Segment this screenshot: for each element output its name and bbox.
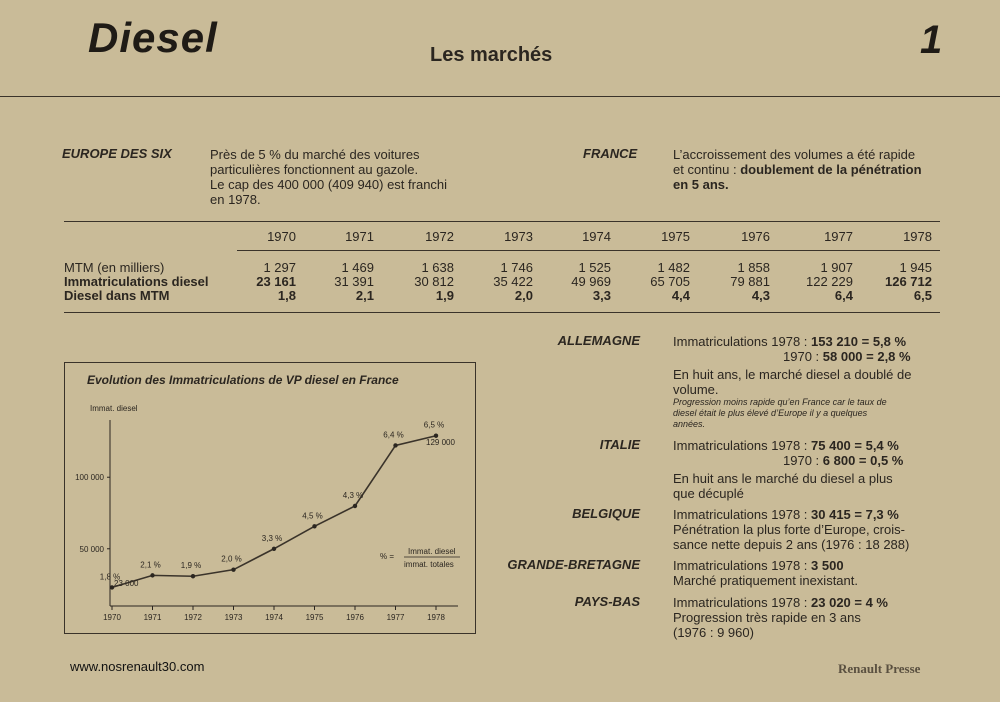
table-cell: 1,8 bbox=[277, 288, 296, 303]
europe-line: Le cap des 400 000 (409 940) est franchi bbox=[210, 177, 448, 192]
table-cell: 79 881 bbox=[730, 274, 770, 289]
gb-block bbox=[673, 558, 953, 588]
table-bottom-rule bbox=[64, 312, 940, 313]
data-point bbox=[393, 443, 397, 447]
brand-label: Renault Presse bbox=[838, 661, 921, 676]
website-url: www.nosrenault30.com bbox=[70, 659, 205, 674]
table-cell: 2,0 bbox=[514, 288, 533, 303]
data-point bbox=[353, 504, 357, 508]
table-cell: 30 812 bbox=[414, 274, 454, 289]
table-cell: 1 907 bbox=[820, 260, 853, 275]
year-header: 1974 bbox=[582, 229, 611, 244]
data-point bbox=[272, 547, 276, 551]
row-label: Immatriculations diesel bbox=[64, 274, 209, 289]
x-tick-label: 1974 bbox=[265, 613, 283, 622]
allemagne-block bbox=[673, 334, 953, 430]
allemagne-note: diesel était le plus élevé d’Europe il y a quelques bbox=[673, 408, 868, 418]
year-header: 1973 bbox=[504, 229, 533, 244]
year-header: 1976 bbox=[741, 229, 770, 244]
y-tick-label: 50 000 bbox=[79, 544, 104, 554]
italie-block bbox=[673, 438, 953, 501]
table-cell: 49 969 bbox=[571, 274, 611, 289]
italie-line-pre: 1970 : bbox=[783, 453, 823, 468]
france-line-bold: doublement de la pénétration bbox=[740, 162, 922, 177]
belgique-block bbox=[673, 507, 963, 552]
paysbas-line-pre: Immatriculations 1978 : bbox=[673, 595, 812, 610]
x-tick-label: 1977 bbox=[386, 613, 405, 622]
country-label-belgique: BELGIQUE bbox=[572, 506, 640, 521]
table-top-rule bbox=[64, 221, 940, 222]
chart-title: Evolution des Immatriculations de VP diesel en France bbox=[87, 373, 399, 387]
allemagne-note: Progression moins rapide qu’en France car le taux de bbox=[673, 397, 887, 407]
europe-line: particulières fonctionnent au gazole. bbox=[210, 162, 419, 177]
table-cell: 65 705 bbox=[650, 274, 690, 289]
x-tick-label: 1971 bbox=[143, 613, 162, 622]
point-label: 2,0 % bbox=[221, 554, 242, 564]
data-point bbox=[150, 573, 154, 577]
table-cell: 2,1 bbox=[355, 288, 374, 303]
country-label-allemagne: ALLEMAGNE bbox=[557, 333, 640, 348]
point-label: 3,3 % bbox=[261, 533, 283, 543]
header-divider bbox=[0, 96, 1000, 97]
year-header: 1977 bbox=[824, 229, 853, 244]
year-header: 1975 bbox=[661, 229, 690, 244]
italie-text: En huit ans le marché du diesel a plus bbox=[673, 471, 893, 486]
gb-line-value: 3 500 bbox=[811, 558, 844, 573]
country-label-pays-bas: PAYS-BAS bbox=[574, 594, 640, 609]
table-cell: 6,5 bbox=[913, 288, 932, 303]
legend-denominator: immat. totales bbox=[404, 560, 454, 569]
paysbas-line bbox=[673, 595, 953, 610]
allemagne-note: années. bbox=[673, 419, 706, 429]
table-cell: 3,3 bbox=[592, 288, 611, 303]
point-label: 6,5 % bbox=[423, 420, 445, 430]
italie-line-pre: Immatriculations 1978 : bbox=[673, 438, 812, 453]
point-label: 1,8 % bbox=[99, 572, 121, 582]
start-value-annotation: 23 000 bbox=[114, 579, 139, 588]
gb-line-pre: Immatriculations 1978 : bbox=[673, 558, 812, 573]
europe-line: en 1978. bbox=[210, 192, 261, 207]
legend-numerator: Immat. diesel bbox=[408, 547, 456, 556]
gb-text: Marché pratiquement inexistant. bbox=[673, 573, 858, 588]
europe-line: Près de 5 % du marché des voitures bbox=[210, 147, 420, 162]
table-cell: 1 945 bbox=[899, 260, 932, 275]
year-header: 1971 bbox=[345, 229, 374, 244]
document-title: Diesel bbox=[88, 14, 218, 61]
document-subtitle: Les marchés bbox=[430, 44, 553, 66]
legend-prefix: % = bbox=[380, 552, 395, 561]
table-cell: 1 482 bbox=[657, 260, 690, 275]
allemagne-line bbox=[673, 334, 953, 349]
belgique-line-value: 30 415 = 7,3 % bbox=[811, 507, 899, 522]
italie-line-value: 6 800 = 0,5 % bbox=[822, 453, 904, 468]
data-point bbox=[191, 574, 195, 578]
point-label: 1,9 % bbox=[180, 561, 202, 571]
belgique-line bbox=[673, 507, 963, 522]
table-cell: 6,4 bbox=[834, 288, 853, 303]
allemagne-text: En huit ans, le marché diesel a doublé de bbox=[673, 367, 912, 382]
paysbas-block bbox=[673, 595, 953, 640]
table-cell: 35 422 bbox=[493, 274, 533, 289]
table-cell: 1 525 bbox=[578, 260, 611, 275]
x-tick-label: 1973 bbox=[224, 613, 243, 622]
france-line-normal: et continu : bbox=[673, 162, 741, 177]
row-label: MTM (en milliers) bbox=[64, 260, 165, 275]
france-line bbox=[673, 162, 922, 177]
x-tick-label: 1978 bbox=[427, 613, 445, 622]
table-cell: 1 746 bbox=[500, 260, 533, 275]
page-number: 1 bbox=[920, 18, 943, 62]
italie-text: que décuplé bbox=[673, 486, 744, 501]
end-value-annotation: 129 000 bbox=[426, 438, 455, 447]
belgique-line-pre: Immatriculations 1978 : bbox=[673, 507, 812, 522]
table-cell: 23 161 bbox=[256, 274, 296, 289]
country-label-italie: ITALIE bbox=[599, 437, 640, 452]
allemagne-line-pre: Immatriculations 1978 : bbox=[673, 334, 812, 349]
allemagne-text: volume. bbox=[673, 382, 719, 397]
year-header: 1972 bbox=[425, 229, 454, 244]
year-header: 1978 bbox=[903, 229, 932, 244]
europe-text bbox=[210, 147, 447, 207]
table-cell: 31 391 bbox=[334, 274, 374, 289]
point-label: 4,3 % bbox=[342, 490, 364, 500]
france-line: L’accroissement des volumes a été rapide bbox=[673, 147, 916, 162]
table-cell: 1,9 bbox=[435, 288, 454, 303]
data-point bbox=[231, 567, 235, 571]
paysbas-text: (1976 : 9 960) bbox=[673, 625, 754, 640]
allemagne-line-value: 58 000 = 2,8 % bbox=[822, 349, 911, 364]
allemagne-line-pre: 1970 : bbox=[783, 349, 823, 364]
table-cell: 1 469 bbox=[341, 260, 374, 275]
x-tick-label: 1975 bbox=[305, 613, 324, 622]
allemagne-line bbox=[673, 349, 953, 364]
data-point bbox=[312, 524, 316, 528]
year-header: 1970 bbox=[267, 229, 296, 244]
y-tick-label: 100 000 bbox=[75, 473, 104, 483]
table-cell: 1 297 bbox=[263, 260, 296, 275]
point-label: 6,4 % bbox=[383, 430, 404, 440]
belgique-text: Pénétration la plus forte d’Europe, crois- bbox=[673, 522, 905, 537]
point-label: 4,5 % bbox=[302, 511, 323, 521]
table-header-rule bbox=[237, 250, 940, 251]
x-tick-label: 1976 bbox=[346, 613, 364, 622]
italie-line-value: 75 400 = 5,4 % bbox=[811, 438, 899, 453]
belgique-text: sance nette depuis 2 ans (1976 : 18 288) bbox=[673, 537, 910, 552]
paysbas-text: Progression très rapide en 3 ans bbox=[673, 610, 861, 625]
france-label: FRANCE bbox=[583, 146, 638, 161]
france-text bbox=[673, 147, 922, 192]
table-cell: 122 229 bbox=[806, 274, 853, 289]
table-cell: 1 638 bbox=[421, 260, 454, 275]
table-cell: 1 858 bbox=[737, 260, 770, 275]
allemagne-line-value: 153 210 = 5,8 % bbox=[811, 334, 907, 349]
table-cell: 4,3 bbox=[751, 288, 770, 303]
line-chart bbox=[64, 362, 474, 632]
gb-line bbox=[673, 558, 953, 573]
table-cell: 126 712 bbox=[885, 274, 932, 289]
country-label-grande-bretagne: GRANDE-BRETAGNE bbox=[507, 557, 640, 572]
europe-label: EUROPE DES SIX bbox=[62, 146, 172, 161]
point-label: 2,1 % bbox=[140, 560, 161, 570]
table-cell: 4,4 bbox=[671, 288, 690, 303]
y-axis-label: Immat. diesel bbox=[90, 404, 138, 413]
x-tick-label: 1970 bbox=[103, 613, 121, 622]
x-tick-label: 1972 bbox=[184, 613, 202, 622]
row-label: Diesel dans MTM bbox=[64, 288, 170, 303]
france-line-bold: en 5 ans. bbox=[673, 177, 729, 192]
italie-line bbox=[673, 438, 953, 453]
paysbas-line-value: 23 020 = 4 % bbox=[811, 595, 888, 610]
italie-line bbox=[673, 453, 953, 468]
